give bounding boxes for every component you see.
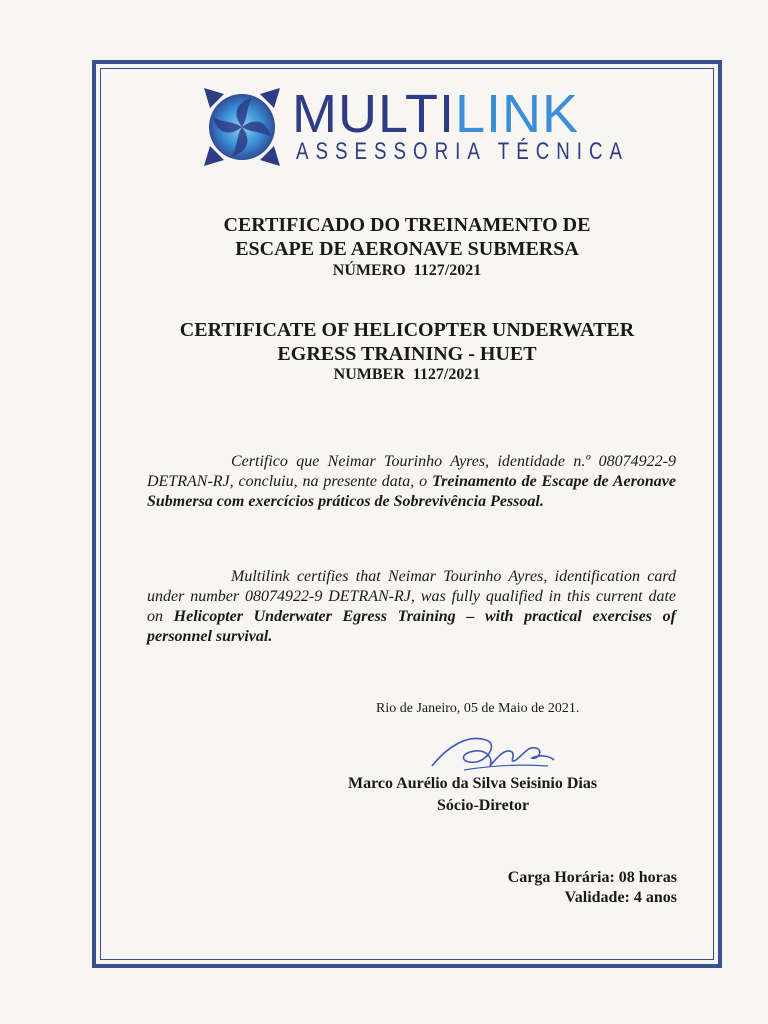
certificate-number-en: NUMBER 1127/2021 [333,366,481,383]
body-paragraph-en [147,567,676,647]
title-en-line2: EGRESS TRAINING - HUET [277,343,537,365]
body-en-text: Multilink certifies that Neimar Tourinho Ayres, identification card under number 08074922-9 DETRAN-RJ, was fully qualified in this current date on [147,568,676,625]
body-pt-text-a: Certifico que Neimar Tourinho Ayres, identidade n.º 08074922-9 DETRAN-RJ [147,453,676,490]
brand-link: LINK [455,84,580,144]
multilink-logo [196,84,636,174]
title-en-line1: CERTIFICATE OF HELICOPTER UNDERWATER [179,319,635,341]
validity-period: Validade: 4 anos [564,889,677,906]
certificate-inner-border [100,68,714,960]
body-paragraph-pt [147,452,676,512]
body-pt-course: Treinamento de Escape de Aeronave Submersa com exercícios práticos de Sobrevivência Pessoal. [147,473,676,510]
certificate-number-pt: NÚMERO 1127/2021 [332,262,482,279]
place-and-date: Rio de Janeiro, 05 de Maio de 2021. [376,701,580,716]
brand-tagline: ASSESSORIA TÉCNICA [296,138,630,165]
signer-role: Sócio-Diretor [437,797,530,814]
title-pt-line1: CERTIFICADO DO TREINAMENTO DE [223,214,591,236]
multilink-pinwheel-icon [196,84,288,170]
signer-name: Marco Aurélio da Silva Seisinio Dias [348,775,598,792]
title-pt-line2: ESCAPE DE AERONAVE SUBMERSA [235,238,579,260]
body-en-course: Helicopter Underwater Egress Training – with practical exercises of personnel survival. [147,608,677,645]
brand-multi: MULTI [292,84,455,144]
body-pt-text-b: , concluiu, na presente data, o [229,473,432,490]
workload-hours: Carga Horária: 08 horas [507,869,677,886]
brand-name [292,84,579,144]
